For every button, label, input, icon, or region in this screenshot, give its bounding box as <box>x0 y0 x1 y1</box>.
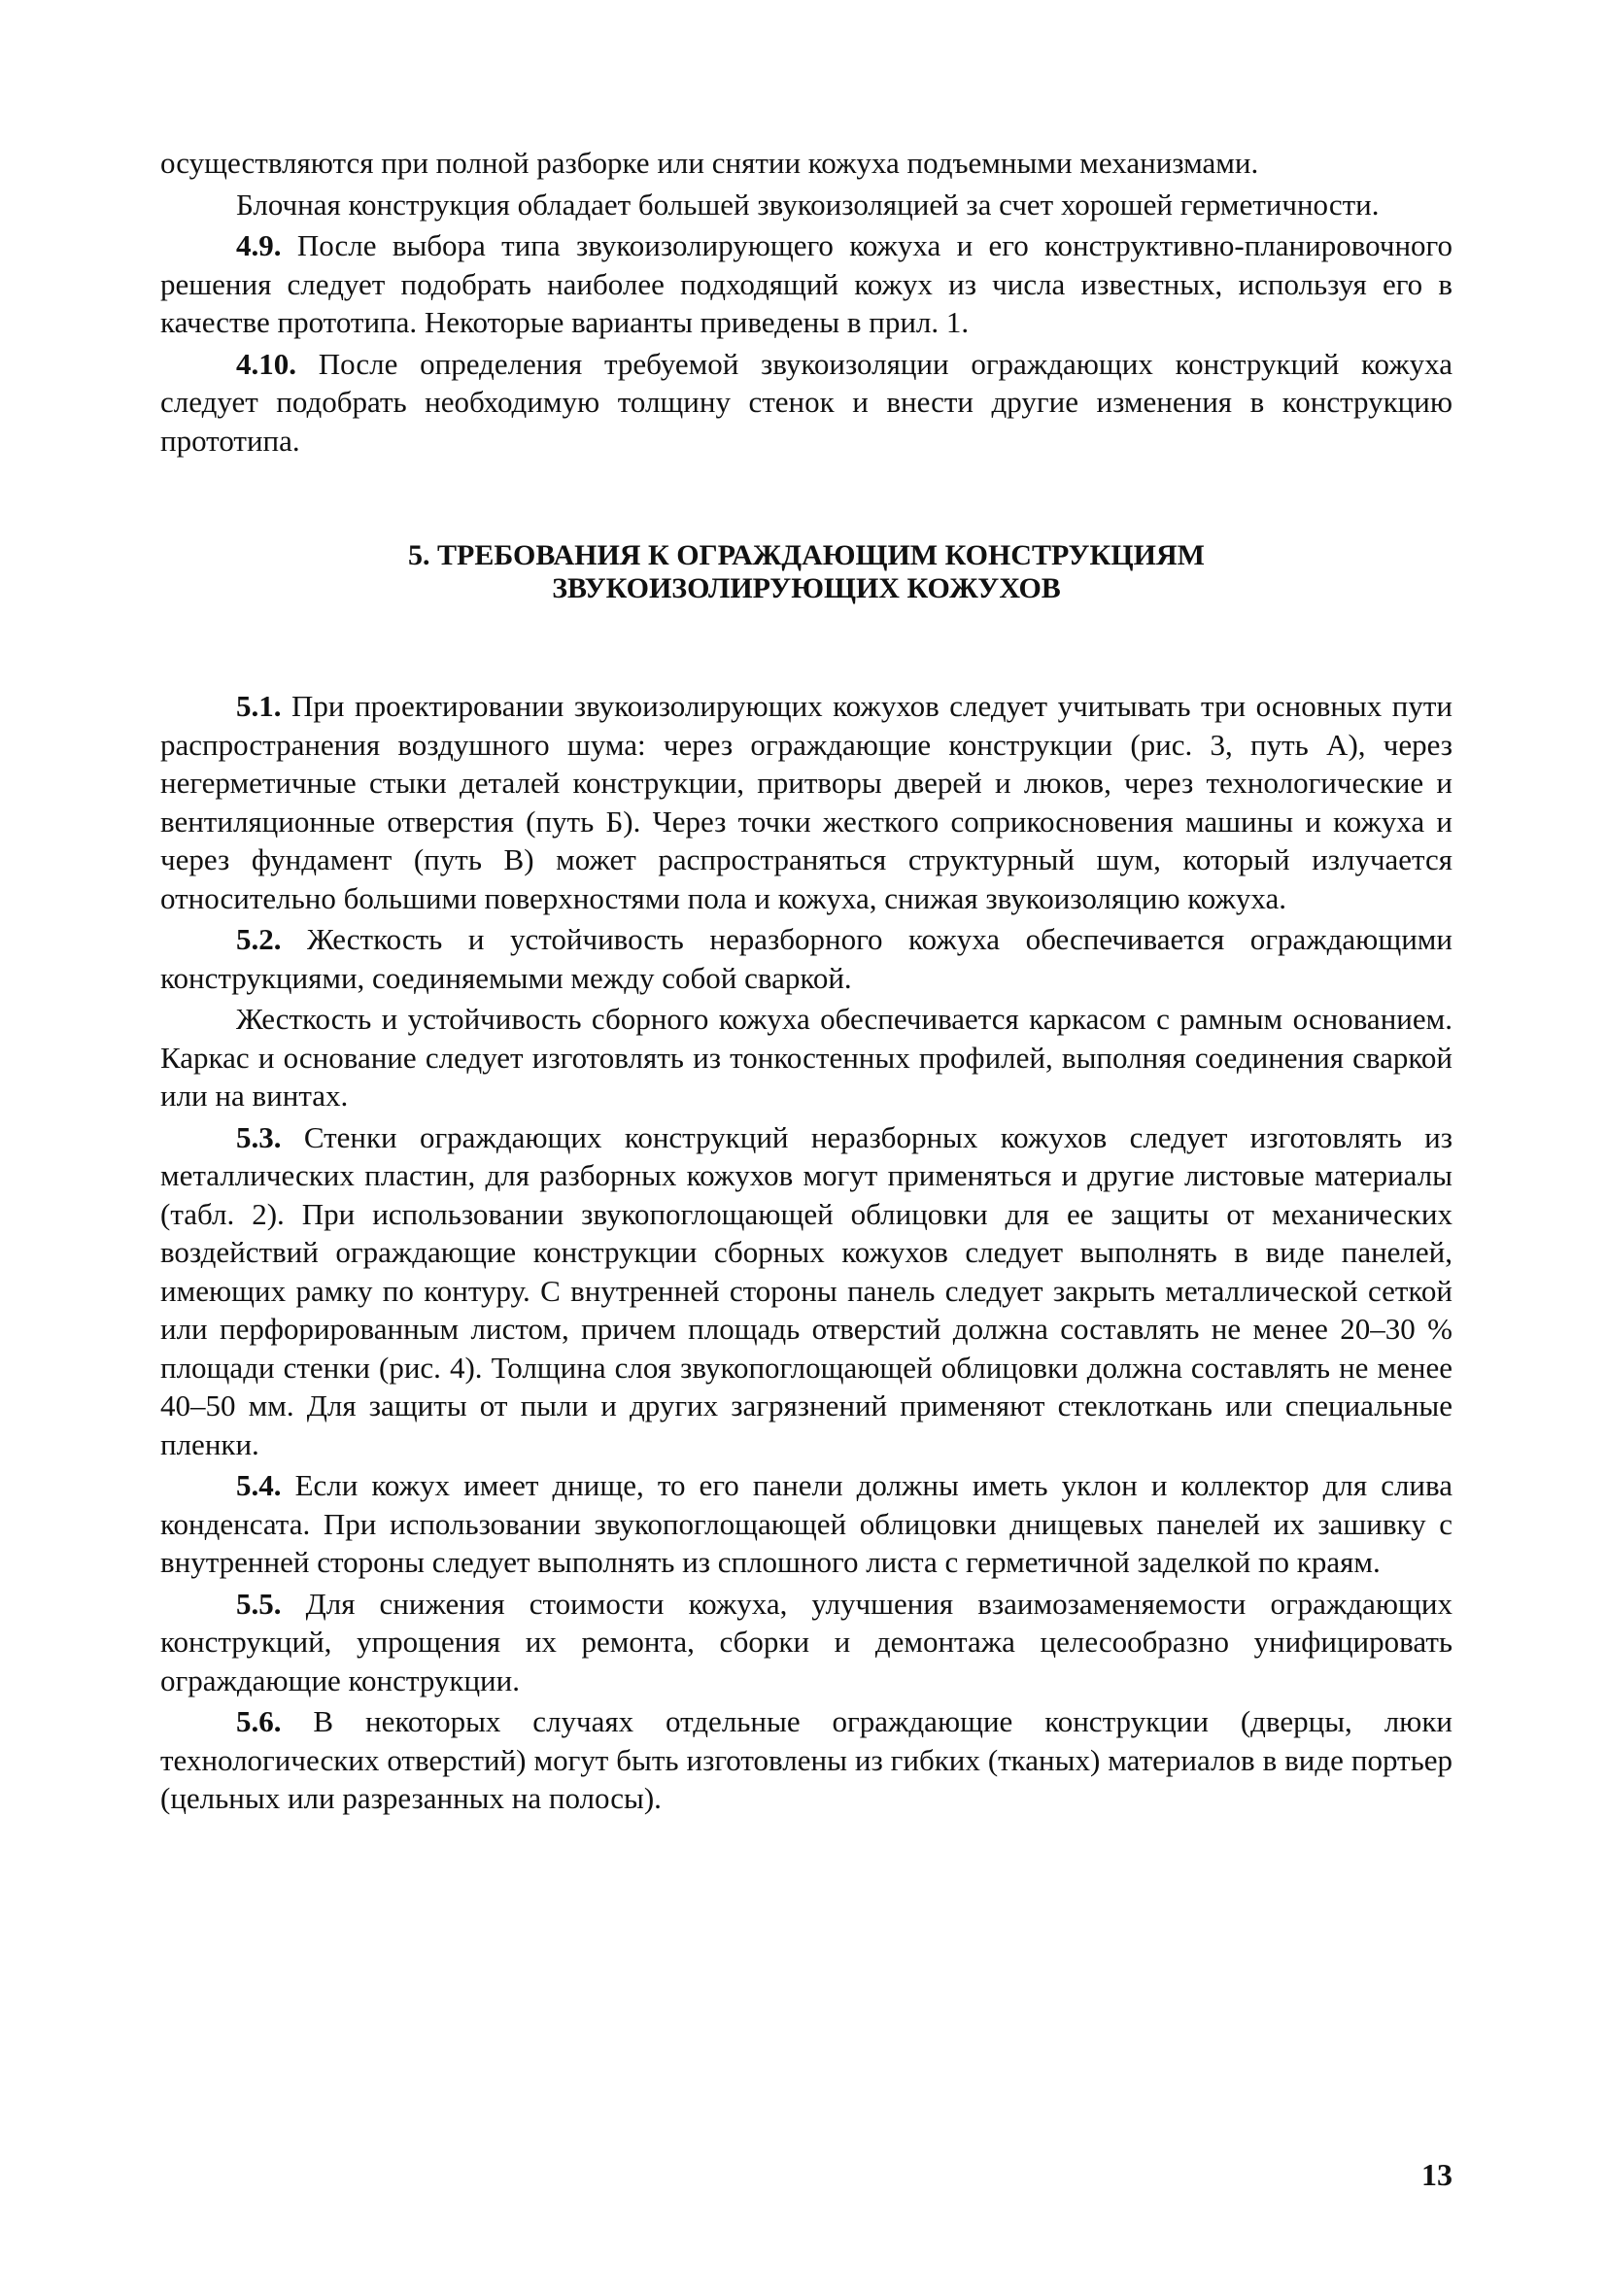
paragraph <box>160 226 1452 342</box>
paragraph-number: 5.2. <box>236 922 282 956</box>
paragraph-number: 4.9. <box>236 228 282 262</box>
paragraph <box>160 920 1452 997</box>
paragraph <box>160 144 1452 183</box>
paragraph-number: 5.5. <box>236 1586 282 1621</box>
paragraph <box>160 186 1452 224</box>
paragraph-number: 5.1. <box>236 689 282 723</box>
paragraph-text: После выбора типа звукоизолирующего кожуха и его конструктивно-планировочного решения следует подобрать наиболее подходящий кожух из числа известных, используя его в качестве прототипа. Некоторые варианты приведены в прил. 1. <box>160 228 1452 339</box>
paragraph-number: 5.6. <box>236 1704 282 1738</box>
paragraph-text: Стенки ограждающих конструкций неразборных кожухов следует изготовлять из металлических пластин, для разборных кожухов могут применяться и другие листовые материалы (табл. 2). При использовании звукопоглощающей облицовки для ее защиты от механических воздействий ограждающие конструкции сборных кожухов следует выполнять в виде панелей, имеющих рамку по контуру. С внутренней стороны панель следует закрыть металлической сеткой или перфорированным листом, причем площадь отверстий должна составлять не менее 20–30 % площади стенки (рис. 4). Толщина слоя звукопоглощающей облицовки должна составлять не менее 40–50 мм. Для защиты от пыли и других загрязнений применяют стеклоткань или специальные пленки. <box>160 1119 1452 1461</box>
paragraph-text: После определения требуемой звукоизоляции ограждающих конструкций кожуха следует подобрать необходимую толщину стенок и внести другие изменения в конструкцию прототипа. <box>160 346 1452 458</box>
paragraph <box>160 345 1452 461</box>
paragraph-number: 4.10. <box>236 346 296 381</box>
paragraph-text: Жесткость и устойчивость неразборного кожуха обеспечивается ограждающими конструкциями, соединяемыми между собой сваркой. <box>160 922 1452 995</box>
paragraph-number: 5.4. <box>236 1468 282 1502</box>
section-title-line: 5. ТРЕБОВАНИЯ К ОГРАЖДАЮЩИМ КОНСТРУКЦИЯМ <box>408 539 1205 571</box>
paragraph-text: Жесткость и устойчивость сборного кожуха обеспечивается каркасом с рамным основанием. Каркас и основание следует изготовлять из тонкостенных профилей, выполняя соединения сваркой или на винтах. <box>160 1002 1452 1113</box>
paragraph-text: Для снижения стоимости кожуха, улучшения взаимозаменяемости ограждающих конструкций, упрощения их ремонта, сборки и демонтажа целесообразно унифицировать ограждающие конструкции. <box>160 1586 1452 1697</box>
paragraph <box>160 687 1452 917</box>
paragraph <box>160 1466 1452 1582</box>
paragraph <box>160 1585 1452 1700</box>
paragraph-number: 5.3. <box>236 1119 282 1154</box>
paragraph-text: осуществляются при полной разборке или снятии кожуха подъемными механизмами. <box>160 146 1259 180</box>
paragraph-text: При проектировании звукоизолирующих кожухов следует учитывать три основных пути распространения воздушного шума: через ограждающие конструкции (рис. 3, путь А), через негерметичные стыки деталей конструкции, притворы дверей и люков, через технологические и вентиляционные отверстия (путь Б). Через точки жесткого соприкосновения машины и кожуха и через фундамент (путь В) может распространяться структурный шум, который излучается относительно большими поверхностями пола и кожуха, снижая звукоизоляцию кожуха. <box>160 689 1452 915</box>
paragraph <box>160 1000 1452 1115</box>
section-paragraphs <box>160 687 1452 1818</box>
paragraph-text: Блочная конструкция обладает большей звукоизоляцией за счет хорошей герметичности. <box>236 187 1380 222</box>
paragraph-text: Если кожух имеет днище, то его панели должны иметь уклон и коллектор для слива конденсата. При использовании звукопоглощающей облицовки днищевых панелей их зашивку с внутренней стороны следует выполнять из сплошного листа с герметичной заделкой по краям. <box>160 1468 1452 1579</box>
page-number: 13 <box>1421 2157 1452 2192</box>
section-title-line: ЗВУКОИЗОЛИРУЮЩИХ КОЖУХОВ <box>552 572 1061 604</box>
section-title <box>160 539 1452 605</box>
paragraph <box>160 1702 1452 1818</box>
paragraph <box>160 1118 1452 1464</box>
document-page <box>160 144 1452 1818</box>
paragraph-text: В некоторых случаях отдельные ограждающие конструкции (дверцы, люки технологических отверстий) могут быть изготовлены из гибких (тканых) материалов в виде портьер (цельных или разрезанных на полосы). <box>160 1704 1452 1815</box>
top-paragraphs <box>160 144 1452 460</box>
